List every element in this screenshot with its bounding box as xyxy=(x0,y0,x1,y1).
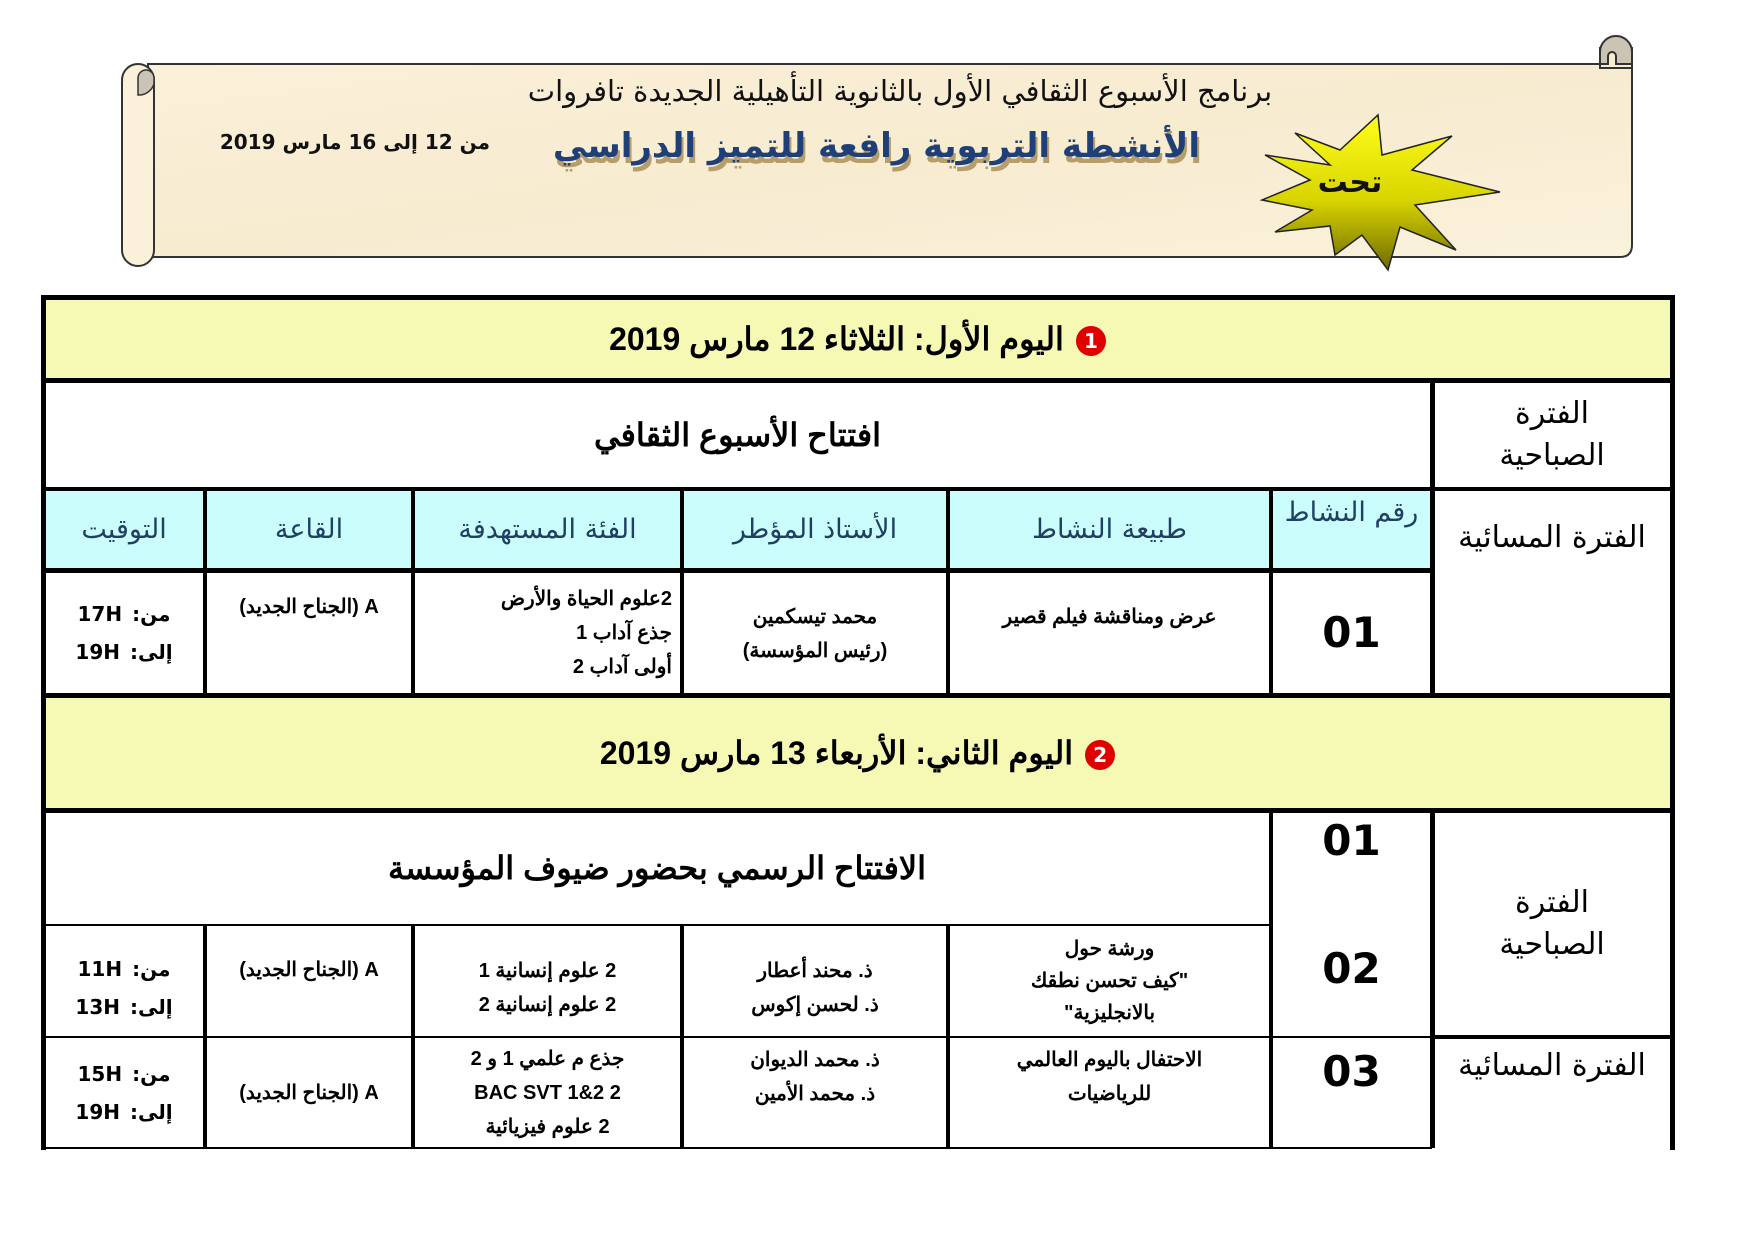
days-1-rows-0-supervisor-1-text: ذ. لحسن إكوس xyxy=(751,994,879,1016)
days-1-rows-0-target-0-text: 2 علوم إنسانية 1 xyxy=(478,960,617,982)
day-2-opening-text: الافتتاح الرسمي بحضور ضيوف المؤسسة xyxy=(388,849,927,886)
grid-line xyxy=(41,924,1271,926)
day-1-evening-label xyxy=(1432,489,1672,695)
col-header-activity-type xyxy=(948,489,1271,570)
day-1-opening-text: افتتاح الأسبوع الثقافي xyxy=(593,416,882,453)
days-0-rows-0-from-text: 17H xyxy=(77,601,123,626)
day-1-title: اليوم الأول: الثلاثاء 12 مارس 2019 xyxy=(609,320,1064,357)
columns-timing-text: التوقيت xyxy=(81,514,167,545)
days-0-rows-0-activity-text: عرض ومناقشة فيلم قصير xyxy=(1002,606,1217,628)
days-1-rows-1-room-text: A (الجناح الجديد) xyxy=(239,1081,379,1104)
days-1-rows-0-to-label-text: إلى: xyxy=(129,995,173,1019)
col-header-timing xyxy=(43,489,205,570)
days-1-rows-1-target-0-text: جذع م علمي 1 و 2 xyxy=(470,1047,625,1070)
day-1-number-badge-icon: 1 xyxy=(1076,326,1106,356)
col-header-activity-number xyxy=(1271,489,1432,570)
grid-line xyxy=(1269,489,1273,695)
grid-line xyxy=(680,489,684,695)
table-row-day2-02-number xyxy=(1271,870,1432,1037)
col-header-target xyxy=(413,489,682,570)
morning-period-text: الفترة الصباحية xyxy=(1499,395,1605,473)
col-header-room xyxy=(205,489,413,570)
grid-line xyxy=(411,489,415,695)
columns-activity-type-text: طبيعة النشاط xyxy=(1031,514,1188,545)
days-1-rows-0-activity-2-text: بالانجليزية" xyxy=(1064,1002,1156,1024)
starburst-label: تحت xyxy=(1317,165,1383,200)
day-1-title-wrap xyxy=(609,320,1106,358)
grid-line xyxy=(1670,295,1675,1150)
days-0-rows-0-room-text: A (الجناح الجديد) xyxy=(239,596,379,618)
grid-line xyxy=(41,1147,1432,1149)
days-1-rows-0-to-text: 13H xyxy=(75,995,120,1019)
morning-period-text: الفترة الصباحية xyxy=(1499,884,1605,962)
days-1-rows-1-supervisor-0-text: ذ. محمد الديوان xyxy=(750,1049,880,1071)
table-row-day2-02-activity xyxy=(948,925,1271,1037)
days-1-rows-0-from-text: 11H xyxy=(77,957,123,981)
days-0-rows-0-to-text: 19H xyxy=(75,639,120,664)
table-row-day1-01-number xyxy=(1271,570,1432,695)
table-row-day1-01-supervisor xyxy=(682,570,948,695)
days-1-rows-0-number-text: 02 xyxy=(1322,944,1381,993)
col-header-supervisor xyxy=(682,489,948,570)
grid-line xyxy=(203,489,207,695)
day-1-morning-label xyxy=(1432,380,1672,489)
grid-line xyxy=(41,295,46,1150)
days-1-rows-0-from-label-text: من: xyxy=(132,957,171,981)
columns-room-text: القاعة xyxy=(274,514,344,545)
grid-line xyxy=(411,925,415,1148)
table-row-day2-03-supervisor xyxy=(682,1037,948,1148)
grid-line xyxy=(41,1036,1432,1038)
grid-line xyxy=(1430,810,1435,1148)
table-row-day1-01-timing xyxy=(43,570,205,695)
table-row-day2-02-supervisor xyxy=(682,925,948,1037)
days-1-rows-1-to-label-text: إلى: xyxy=(129,1099,173,1124)
day-2-morning-label xyxy=(1432,810,1672,1037)
days-0-rows-0-from-label-text: من: xyxy=(132,601,171,626)
day-2-opening-number xyxy=(1271,810,1432,870)
day-1-header xyxy=(43,297,1672,380)
day-2-title: اليوم الثاني: الأربعاء 13 مارس 2019 xyxy=(599,734,1074,771)
grid-line xyxy=(946,489,950,695)
days-1-rows-0-room-text: A (الجناح الجديد) xyxy=(239,959,379,981)
days-0-rows-0-supervisor-1-text: (رئيس المؤسسة) xyxy=(742,640,888,662)
columns-target-text: الفئة المستهدفة xyxy=(458,514,637,545)
banner-subtitle: الأنشطة التربوية رافعة للتميز الدراسي xyxy=(552,126,1200,166)
days-0-rows-0-number-text: 01 xyxy=(1322,608,1381,657)
days-1-rows-1-to-text: 19H xyxy=(75,1099,120,1124)
day-1-morning-activity xyxy=(43,380,1432,489)
days-1-rows-1-number-text: 03 xyxy=(1322,1047,1381,1096)
table-row-day1-01-room xyxy=(205,570,413,695)
days-1-opening-number-text: 01 xyxy=(1322,816,1381,865)
days-0-rows-0-target-2-text: أولى آداب 2 xyxy=(572,655,672,678)
days-1-rows-1-from-text: 15H xyxy=(77,1061,123,1086)
days-1-rows-1-target-2-text: 2 علوم فيزيائية xyxy=(485,1115,610,1138)
day-2-opening-activity xyxy=(43,810,1271,925)
grid-line xyxy=(1269,810,1273,1148)
table-row-day2-02-timing xyxy=(43,925,205,1037)
days-1-rows-1-activity-0-text: الاحتفال باليوم العالمي xyxy=(1016,1049,1203,1071)
days-1-rows-0-activity-1-text: "كيف تحسن نطقك xyxy=(1030,970,1189,992)
grid-line xyxy=(946,925,950,1148)
table-row-day2-02-room xyxy=(205,925,413,1037)
evening-period-text: الفترة المسائية xyxy=(1458,1048,1646,1083)
days-0-rows-0-target-1-text: جذع آداب 1 xyxy=(576,621,672,644)
days-1-rows-1-supervisor-1-text: ذ. محمد الأمين xyxy=(754,1083,876,1105)
days-1-rows-0-activity-0-text: ورشة حول xyxy=(1064,938,1155,960)
days-0-rows-0-supervisor-0-text: محمد تيسكمين xyxy=(752,606,878,628)
grid-line xyxy=(41,568,1432,573)
banner-title: برنامج الأسبوع الثقافي الأول بالثانوية التأهيلية الجديدة تافروات xyxy=(527,74,1273,108)
grid-line xyxy=(41,295,1675,300)
table-row-day2-03-timing xyxy=(43,1037,205,1148)
grid-line xyxy=(1432,1035,1675,1039)
days-0-rows-0-to-label-text: إلى: xyxy=(129,639,173,664)
table-row-day2-02-target xyxy=(413,925,682,1037)
days-1-rows-0-supervisor-0-text: ذ. محند أعطار xyxy=(757,960,873,982)
table-row-day2-03-target xyxy=(413,1037,682,1148)
grid-line xyxy=(203,925,207,1148)
days-1-rows-1-target-1-text: 2 BAC SVT 1&2 xyxy=(474,1081,621,1104)
evening-period-text: الفترة المسائية xyxy=(1458,520,1646,555)
grid-line xyxy=(1430,380,1435,695)
table-row-day2-03-number xyxy=(1271,1037,1432,1148)
day-2-header xyxy=(43,695,1672,810)
columns-supervisor-text: الأستاذ المؤطر xyxy=(732,514,898,545)
day-2-number-badge-icon: 2 xyxy=(1085,740,1115,770)
days-1-rows-0-target-1-text: 2 علوم إنسانية 2 xyxy=(478,994,617,1016)
grid-line xyxy=(680,925,684,1148)
table-row-day2-03-room xyxy=(205,1037,413,1148)
banner-date-range: من 12 إلى 16 مارس 2019 xyxy=(219,130,490,154)
table-row-day1-01-activity xyxy=(948,570,1271,695)
table-row-day2-03-activity xyxy=(948,1037,1271,1148)
columns-activity-number-text: رقم النشاط xyxy=(1284,497,1419,528)
days-1-rows-1-from-label-text: من: xyxy=(132,1061,171,1086)
days-0-rows-0-target-0-text: 2علوم الحياة والأرض xyxy=(500,587,672,610)
day-2-evening-label xyxy=(1432,1037,1672,1148)
days-1-rows-1-activity-1-text: للرياضيات xyxy=(1067,1083,1152,1105)
table-row-day1-01-target xyxy=(413,570,682,695)
